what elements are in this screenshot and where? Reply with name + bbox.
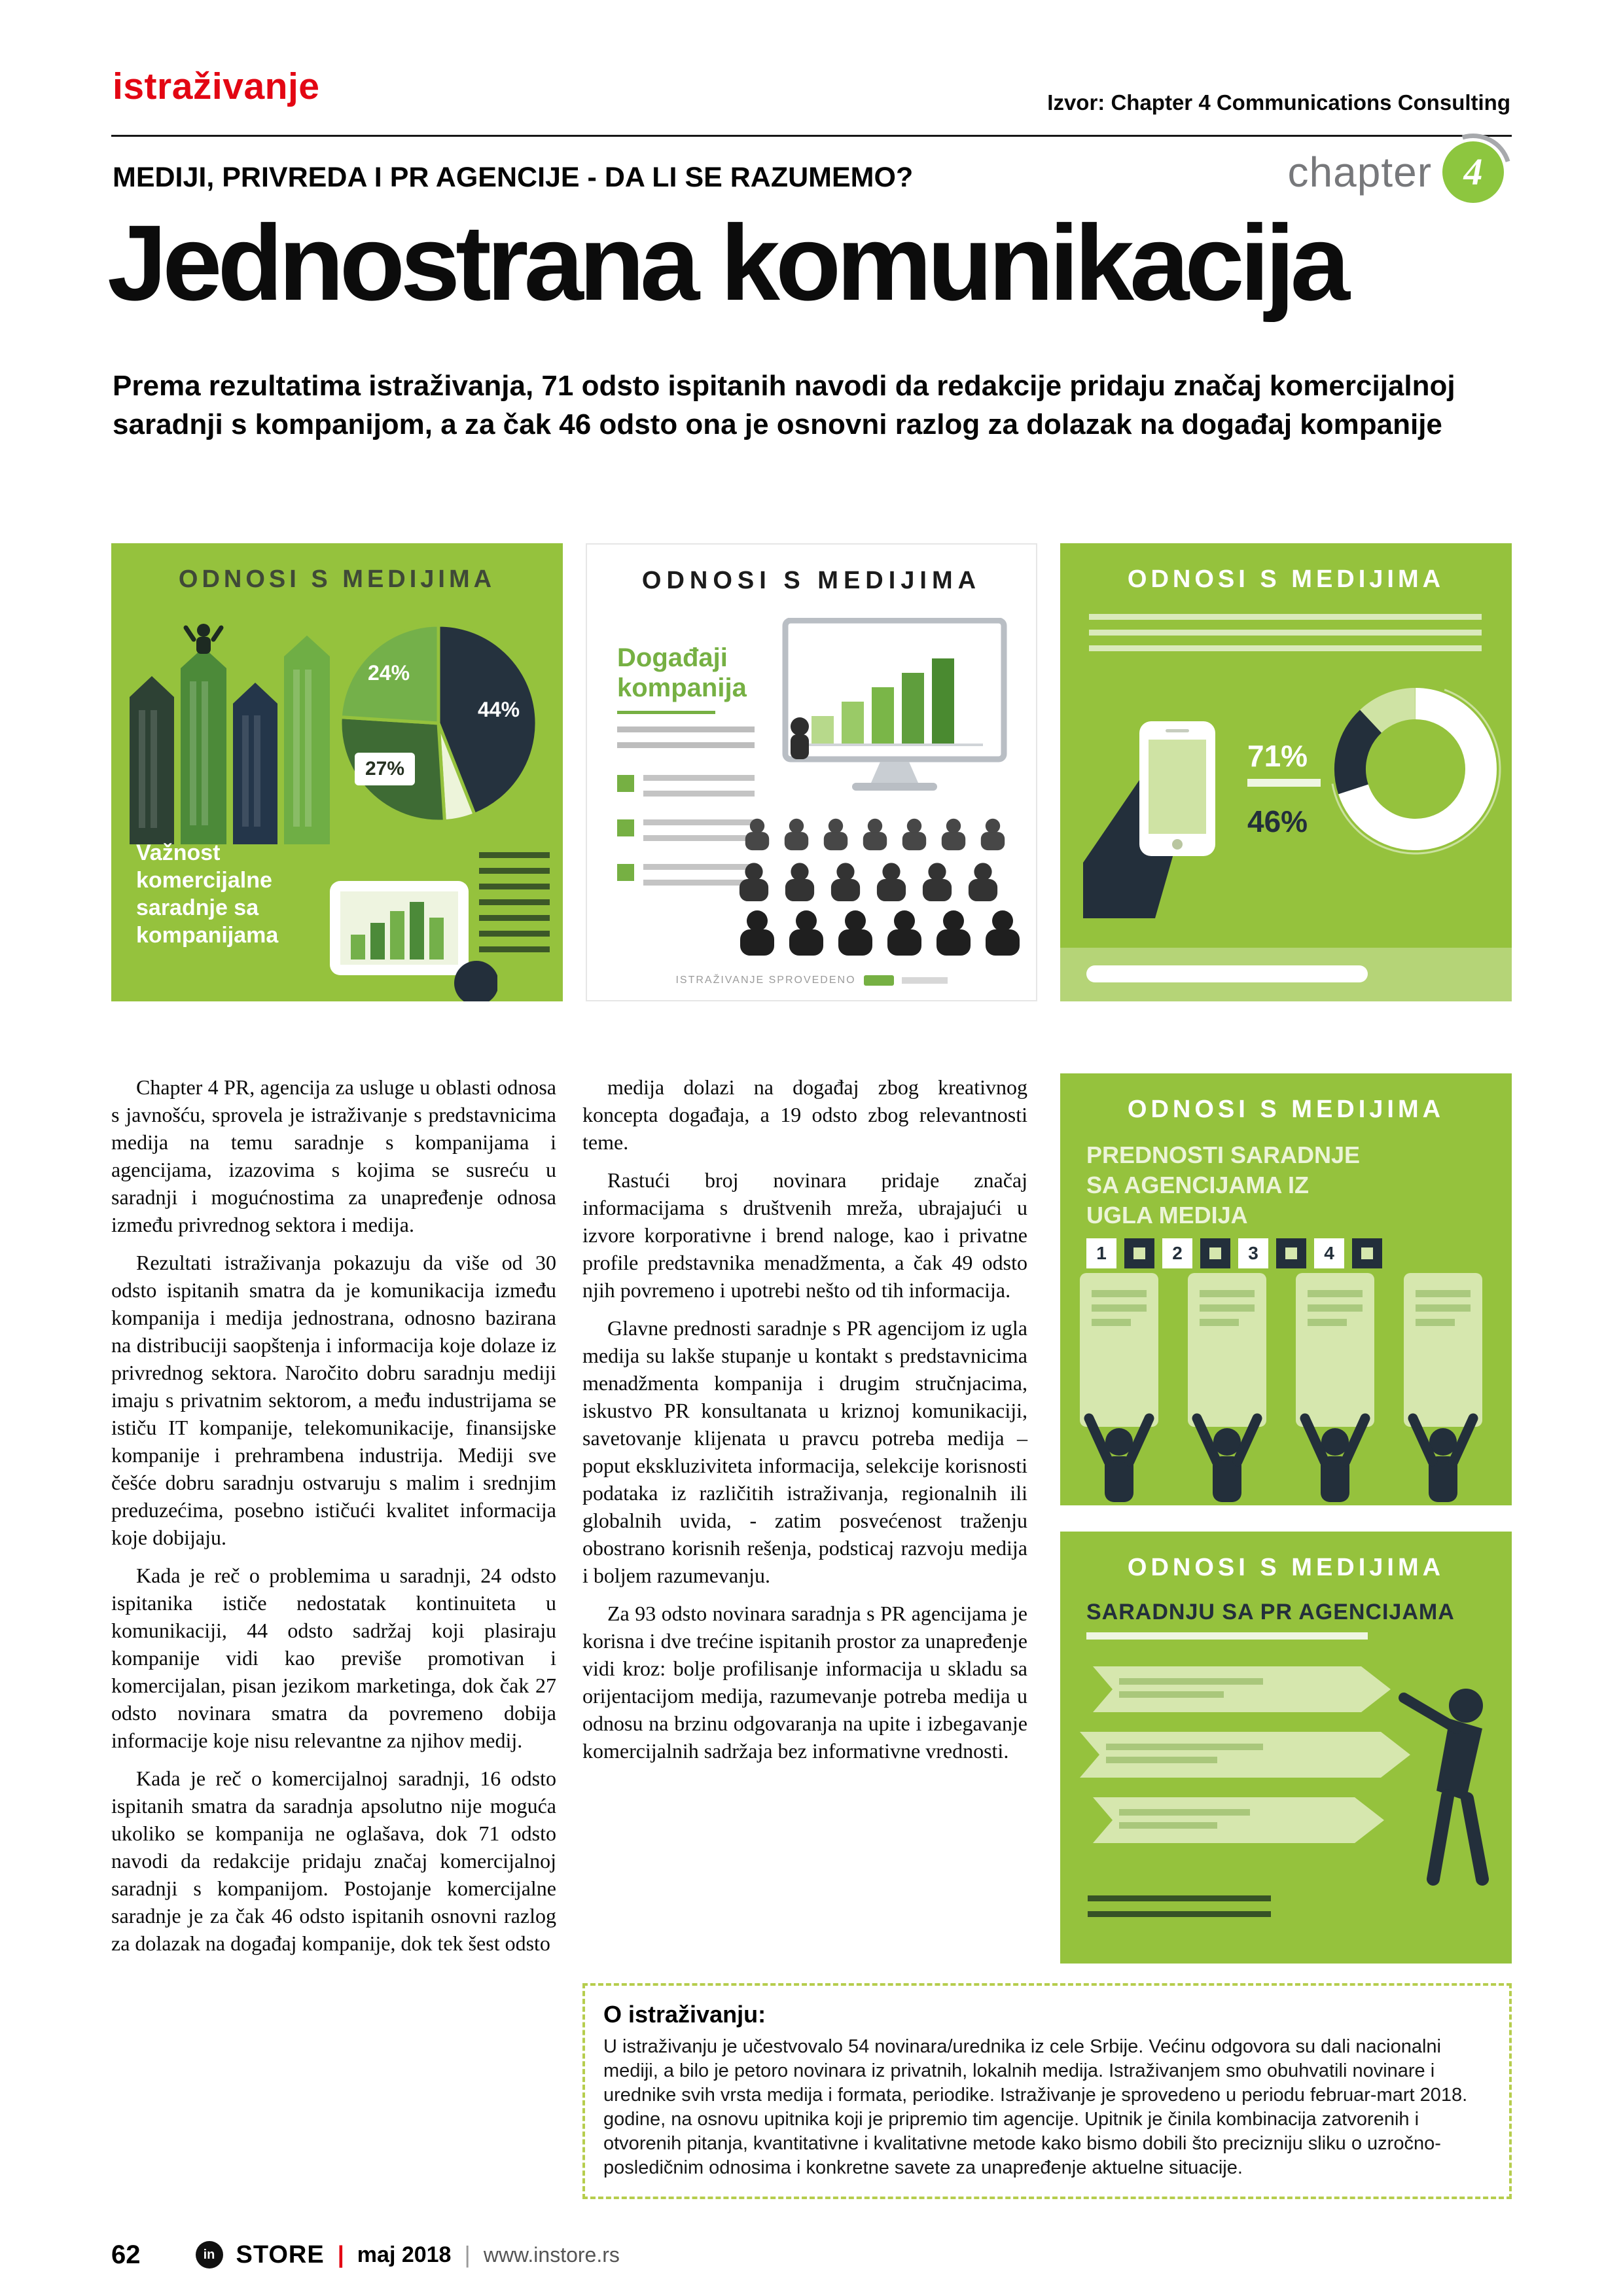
number-tiles — [1086, 1238, 1382, 1268]
pie-label-24: 24% — [368, 661, 410, 685]
pie-label-27: 27% — [355, 753, 415, 785]
article-column-1 — [111, 1073, 556, 1967]
stat-label-46: 46% — [1247, 804, 1308, 838]
legend-swatch-icon — [617, 864, 634, 881]
chapter4-logo — [1288, 141, 1504, 203]
page-footer — [111, 2241, 620, 2269]
article-paragraph: Kada je reč o problemima u saradnji, 24 odsto ispitanika ističe nedostatak kontinuiteta u komunikaciji, 44 odsto sadržaj koji plasiraju kompanije vidi kao previše promotivan i komercijalan, pisan jezikom marketinga, dok čak 27 odsto novinara smatra da povremeno dobija informacije koje nisu relevantne za njihov medij. — [111, 1564, 556, 1752]
infographic2-subtitle: Događaji kompanija — [617, 643, 747, 702]
progress-bar-decoration — [1086, 965, 1368, 982]
text-lines-decoration — [1086, 1632, 1368, 1640]
text-lines-decoration — [1088, 1895, 1271, 1924]
article-paragraph: Rezultati istraživanja pokazuju da više od 30 odsto ispitanih smatra da je komunikacija između kompanija i medija jednostrana, odnosno bazirana na distribuciji saopštenja i informacija koje dolaze iz privrednog sektora. Naročito dobru saradnju mediji imaju s privatnim sektorom, a među industrijama se ističu IT kompanije, telekomunikacije, finansijske kompanije i prehrambena industrija. Mediji sve češće dobru saradnju ostvaruju s malim i srednjim preduzećima, posebno ističući kvalitet informacija koje dobijaju. — [111, 1251, 556, 1549]
infographic1-caption: Važnost komercijalne saradnje sa kompanijama — [136, 840, 279, 948]
legend-swatch-icon — [617, 819, 634, 836]
arrow-bars-illustration — [1073, 1660, 1499, 1886]
legend-item — [617, 819, 755, 846]
footer-separator: | — [464, 2241, 471, 2268]
subtitle-underline — [617, 711, 715, 714]
header-rule — [111, 135, 1512, 137]
brand-name: STORE — [236, 2241, 325, 2269]
infographic-company-events — [586, 543, 1037, 1001]
number-tile: 3 — [1238, 1238, 1268, 1268]
infographic5-subtitle: SARADNJU SA PR AGENCIJAMA — [1086, 1600, 1455, 1624]
text-lines-decoration — [902, 977, 948, 984]
legend-swatch-icon — [617, 775, 634, 792]
icon-tile — [1276, 1238, 1306, 1268]
article-paragraph: Glavne prednosti saradnje s PR agencijom iz ugla medija su lakše stupanje u kontakt s predstavnicima menadžmenta kompanija i drugim stručnjacima, iskustvo PR konsultanata u kriznoj komunikaciji, savetovanje klijenata u pravcu potreba medija – poput ekskluziviteta informacija, selekcije korisnosti podataka iz različitih istraživanja, regionalnih ili globalnih uvida, - zatim posvećenost traženju obostrano korisnih rešenja, podsticaj razvoju medija i boljem razumevanju. — [582, 1316, 1027, 1587]
standfirst: Prema rezultatima istraživanja, 71 odsto ispitanih navodi da redakcije pridaju značaj komercijalnoj saradnji s kompanijom, a za čak 46 odsto ona je osnovni razlog za dolazak na događaj kompanije — [113, 370, 1455, 440]
hand-holding-phone-illustration — [1083, 699, 1234, 918]
agency-logo-mark-icon — [864, 975, 894, 986]
icon-tile — [1200, 1238, 1230, 1268]
footer-separator: | — [337, 2241, 344, 2268]
article-paragraph: Kada je reč o komercijalnoj saradnji, 16 odsto ispitanih smatra da saradnja apsolutno nije moguća ukoliko se kompanija ne oglašava, dok 71 odsto navodi da redakcije pridaju značaj komercijalnoj saradnji s kompanijom. Postojanje komercijalne saradnje je za čak 46 odsto ispitanih osnovni razlog za dolazak na događaj kompanije, dok tek šest odsto — [111, 1767, 556, 1955]
page-number: 62 — [111, 2240, 141, 2269]
presentation-screen-illustration — [774, 618, 1016, 804]
source-credit: Izvor: Chapter 4 Communications Consulting — [1047, 90, 1510, 115]
infographic-pr-agency-cooperation — [1060, 1532, 1512, 1964]
infographic4-subtitle: PREDNOSTI SARADNJE SA AGENCIJAMA IZ UGLA MEDIJA — [1086, 1141, 1361, 1229]
footnote-text: ISTRAŽIVANJE SPROVEDENO — [675, 975, 856, 986]
donut-chart-illustration — [1327, 681, 1504, 857]
infographic3-title: ODNOSI S MEDIJIMA — [1127, 565, 1445, 593]
infographic-media-relations-pie — [111, 543, 563, 1001]
infographic-media-relations-donut — [1060, 543, 1512, 1001]
text-lines-decoration — [617, 726, 755, 755]
infographic4-title: ODNOSI S MEDIJIMA — [1127, 1096, 1445, 1123]
infographic5-title: ODNOSI S MEDIJIMA — [1127, 1554, 1445, 1581]
infographic2-title: ODNOSI S MEDIJIMA — [641, 567, 982, 594]
kicker: MEDIJI, PRIVREDA I PR AGENCIJE - DA LI SE RAZUMEMO? — [113, 162, 914, 193]
headline: Jednostrana komunikacija — [107, 203, 1346, 323]
text-lines-decoration — [479, 852, 550, 956]
pie-chart-illustration — [327, 612, 550, 834]
stat-label-71: 71% — [1247, 739, 1308, 773]
number-tile: 1 — [1086, 1238, 1116, 1268]
city-buildings-illustration — [126, 605, 342, 844]
legend-item — [617, 775, 755, 801]
about-title: O istraživanju: — [603, 2001, 766, 2028]
article-paragraph: Rastući broj novinara pridaje značaj informacijama s društvenih mreža, ubrajajući u izvore korporativne i brend naloge, kao i privatne profile predstavnika menadžmenta, a čak 49 odsto njih povremeno i upotrebi nešto od tih informacija. — [582, 1168, 1027, 1302]
article-paragraph: medija dolazi na događaj zbog kreativnog koncepta događaja, a 19 odsto zbog relevantnosti teme. — [582, 1075, 1027, 1154]
about-research-box — [582, 1983, 1512, 2199]
tablet-bar-chart-illustration — [327, 872, 497, 1001]
chart-legend — [617, 775, 755, 890]
icon-tile — [1352, 1238, 1382, 1268]
issue-date: maj 2018 — [357, 2242, 452, 2267]
audience-illustration — [738, 806, 1026, 960]
chapter4-logo-number: 4 — [1463, 151, 1483, 193]
website-url: www.instore.rs — [483, 2243, 620, 2267]
legend-item — [617, 864, 755, 890]
chapter4-logo-text: chapter — [1287, 149, 1432, 196]
infographic1-title: ODNOSI S MEDIJIMA — [178, 565, 496, 593]
icon-tile — [1124, 1238, 1154, 1268]
article-column-2 — [582, 1073, 1027, 1775]
infographic-agency-benefits — [1060, 1073, 1512, 1505]
number-tile: 2 — [1162, 1238, 1192, 1268]
text-lines-decoration — [643, 775, 755, 801]
article-paragraph: Za 93 odsto novinara saradnja s PR agencijama je korisna i dve trećine ispitanih prostor za unapređenje vidi kroz: bolje profilisanje informacija u skladu sa orijentacijom medija, razumevanje potreba medija u odnosu na brzinu odgovaranja na upite i izbegavanje komercijalnih sadržaja bez informativne vrednosti. — [582, 1602, 1027, 1763]
infographic2-footnote — [587, 975, 1036, 986]
instore-logo-icon: in — [196, 2241, 223, 2269]
pie-label-44: 44% — [478, 698, 520, 721]
about-body: U istraživanju je učestvovalo 54 novinara/urednika iz cele Srbije. Većinu odgovora su dali nacionalni mediji, a bilo je petoro novinara iz privatnih, lokalnih medija. Istraživanjem smo obuhvatili novinare i urednike svih vrsta medija i formata, periodike. Istraživanje je sprovedeno u periodu februar-mart 2018. godine, na osnovu upitnika koji je pripremio tim agencije. Upitnik je činila kombinacija zatvorenih i otvorenih pitanja, kvantitativne i kvalitativne metode kako bismo dobili što precizniju sliku o uzročno-posledičnim odnosima i konkretne savete za unapređenje aktuelne situacije. — [603, 2036, 1468, 2179]
chapter4-logo-badge — [1442, 141, 1504, 203]
article-paragraph: Chapter 4 PR, agencija za usluge u oblasti odnosa s javnošću, sprovela je istraživanje s predstavnicima medija na temu saradnje s kompanijama i agencijama, izazovima s kojima se susreću u saradnji i mogućnostima za unapređenje odnosa između privrednog sektora i medija. — [111, 1075, 556, 1236]
people-holding-placards-illustration — [1073, 1273, 1499, 1505]
section-label: istraživanje — [113, 65, 320, 107]
text-lines-decoration — [1089, 614, 1482, 657]
number-tile: 4 — [1314, 1238, 1344, 1268]
text-lines-decoration — [1247, 779, 1321, 787]
